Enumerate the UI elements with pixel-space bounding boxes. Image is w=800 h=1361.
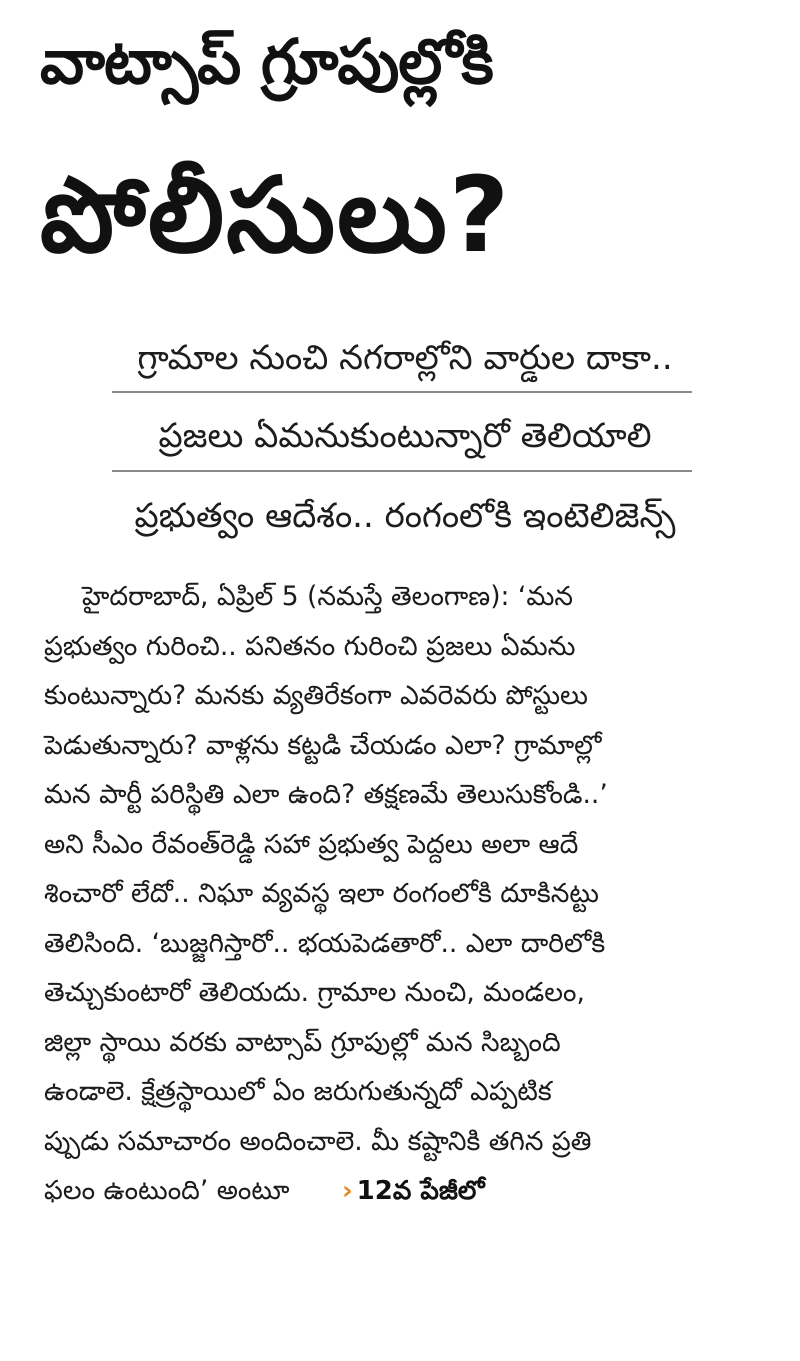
body-line-last [44,1166,764,1216]
divider-1 [112,391,692,393]
body-line: ఉండాలె. క్షేత్రస్థాయిలో ఏం జరుగుతున్నదో ఎప్పటిక [44,1076,552,1107]
body-line: కుంటున్నారు? మనకు వ్యతిరేకంగా ఎవరెవరు పోస్టులు [44,680,588,711]
chevron-right-icon: › [341,1176,353,1206]
continued-on-page-link[interactable] [342,1167,485,1217]
subheading-1: గ్రామాల నుంచి నగరాల్లోని వార్డుల దాకా.. [137,338,673,378]
headline-line-2: పోలీసులు? [40,154,512,276]
body-line: శించారో లేదో.. నిఘా వ్యవస్థ ఇలా రంగంలోకి దూకినట్టు [44,878,599,909]
divider-2 [112,470,692,472]
headline-line-1: వాట్సాప్ గ్రూపుల్లోకి [40,25,493,98]
subheading-2: ప్రజలు ఏమనుకుంటున్నారో తెలియాలి [158,416,652,456]
subheading-3: ప్రభుత్వం ఆదేశం.. రంగంలోకి ఇంటెలిజెన్స్ [134,496,676,536]
body-line-text: ఫలం ఉంటుంది’ అంటూ [44,1175,290,1206]
body-line: తెచ్చుకుంటారో తెలియదు. గ్రామాల నుంచి, మండలం, [44,977,585,1008]
body-line: జిల్లా స్థాయి వరకు వాట్సాప్ గ్రూపుల్లో మన సిబ్బంది [44,1026,561,1058]
body-line: ప్పుడు సమాచారం అందించాలె. మీ కష్టానికి తగిన ప్రతి [44,1125,592,1157]
body-line: ప్రభుత్వం గురించి.. పనితనం గురించి ప్రజలు ఏమను [44,630,576,662]
body-line: మన పార్టీ పరిస్థితి ఎలా ఉంది? తక్షణమే తెలుసుకోండి..’ [44,779,608,810]
body-line: హైదరాబాద్, ఏప్రిల్ 5 (నమస్తే తెలంగాణ): ‘మన [82,581,573,612]
article-body [44,572,764,1216]
body-line: అని సీఎం రేవంత్‌రెడ్డి సహా ప్రభుత్వ పెద్దలు అలా ఆదే [44,828,579,860]
continued-on-page-label: 12వ పేజీలో [356,1176,485,1206]
body-line: తెలిసింది. ‘బుజ్జగిస్తారో.. భయపెడతారో.. ఎలా దారిలోకి [44,927,606,959]
body-line: పెడుతున్నారు? వాళ్లను కట్టడి చేయడం ఎలా? గ్రామాల్లో [44,729,602,761]
